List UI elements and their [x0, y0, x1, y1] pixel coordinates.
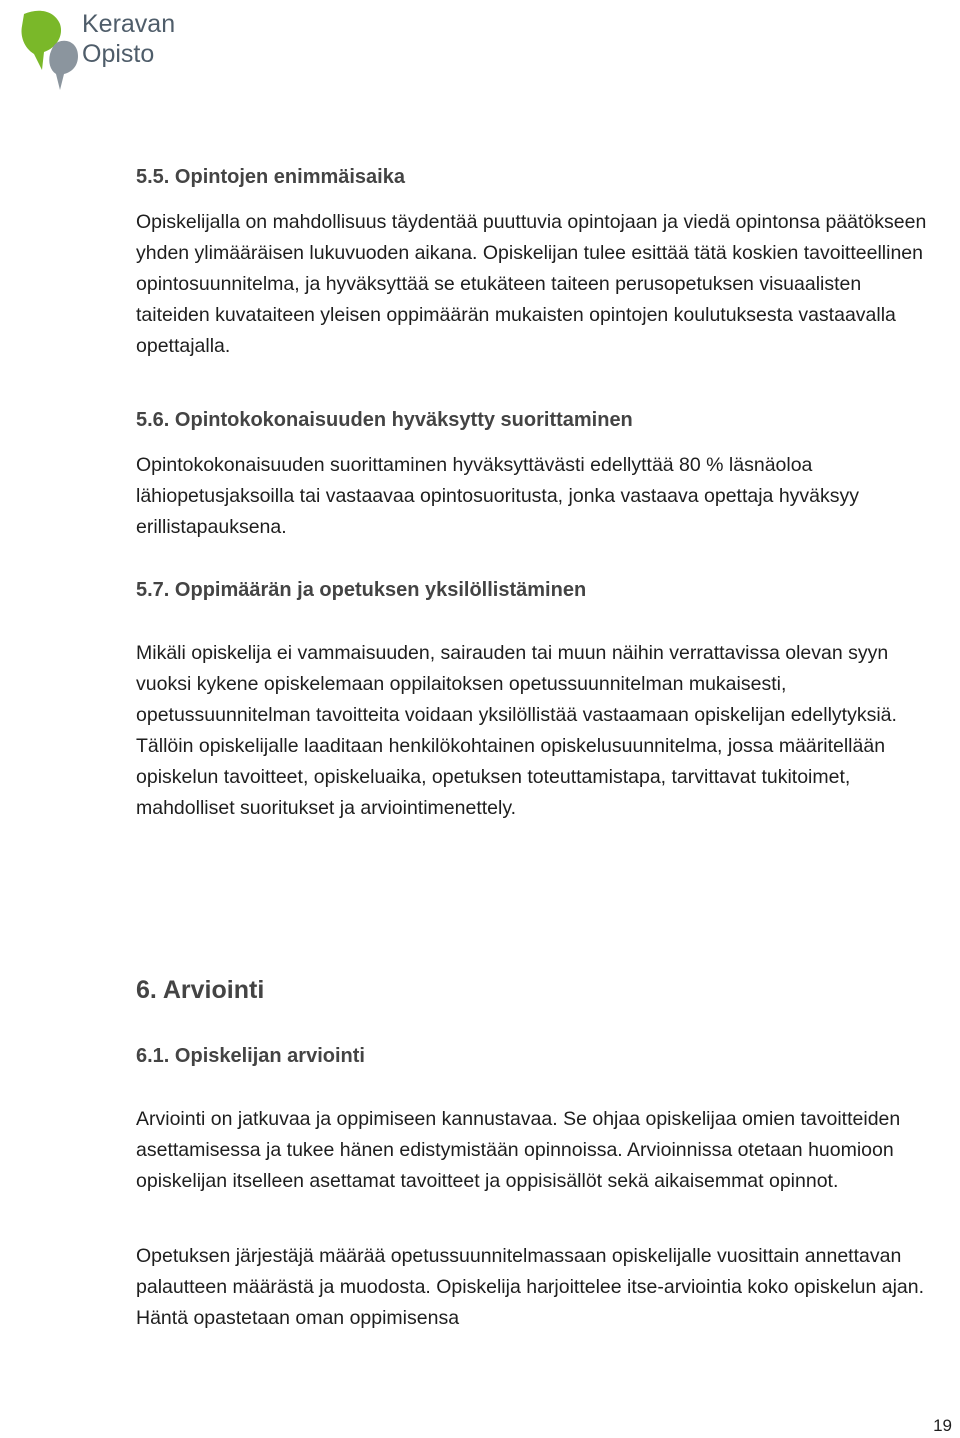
section-paragraph-6-1-b: Opetuksen järjestäjä määrää opetussuunnitelmassaan opiskelijalle vuosittain annettavan palautteen määrästä ja muodosta. Opiskelija harjoittelee itse-arviointia koko opiskelun ajan. Häntä opastetaan oman oppimisensa: [136, 1245, 925, 1329]
section-heading-5-5: 5.5. Opintojen enimmäisaika: [136, 166, 405, 188]
speech-bubble-logo-icon: [20, 6, 82, 96]
section-heading-6-1: 6.1. Opiskelijan arviointi: [136, 1045, 365, 1067]
logo-text-line1: Keravan: [82, 10, 176, 38]
section-paragraph-6-1-a: Arviointi on jatkuvaa ja oppimiseen kannustavaa. Se ohjaa opiskelijaa omien tavoitteiden asettamisessa ja tukee hänen edistymistään opinnoissa. Arvioinnissa otetaan huomioon opiskelijan itselleen asettamat tavoitteet ja oppisisällöt sekä aikaisemmat opinnot.: [136, 1108, 901, 1192]
section-heading-5-7: 5.7. Oppimäärän ja opetuksen yksilöllistäminen: [136, 579, 587, 601]
keravan-opisto-logo: [20, 6, 200, 96]
section-heading-5-6: 5.6. Opintokokonaisuuden hyväksytty suorittaminen: [136, 409, 633, 431]
section-paragraph-5-5: Opiskelijalla on mahdollisuus täydentää puuttuvia opintojaan ja viedä opintonsa päätökseen yhden ylimääräisen lukuvuoden aikana. Opiskelijan tulee esittää tätä koskien tavoitteellinen opintosuunnitelma, ja hyväksyttää se etukäteen taiteen perusopetuksen visuaalisten taiteiden kuvataiteen yleisen oppimäärän mukaisten opintojen koulutuksesta vastaavalla opettajalla.: [136, 211, 927, 357]
page-number: 19: [933, 1416, 952, 1435]
logo-text-line2: Opisto: [82, 40, 155, 68]
section-paragraph-5-7: Mikäli opiskelija ei vammaisuuden, sairauden tai muun näihin verrattavissa olevan syyn vuoksi kykene opiskelemaan oppilaitoksen opetussuunnitelman mukaisesti, opetussuunnitelman tavoitteita voidaan yksilöllistää vastaamaan opiskelijan edellytyksiä. Tällöin opiskelijalle laaditaan henkilökohtainen opiskelusuunnitelma, jossa määritellään opiskelun tavoitteet, opiskeluaika, opetuksen toteuttamistapa, tarvittavat tukitoimet, mahdolliset suoritukset ja arviointimenettely.: [136, 642, 897, 819]
section-paragraph-5-6: Opintokokonaisuuden suorittaminen hyväksyttävästi edellyttää 80 % läsnäoloa lähiopetusjaksoilla tai vastaavaa opintosuoritusta, jonka vastaava opettaja hyväksyy erillistapauksena.: [136, 454, 860, 538]
chapter-heading-6: 6. Arviointi: [136, 976, 265, 1004]
